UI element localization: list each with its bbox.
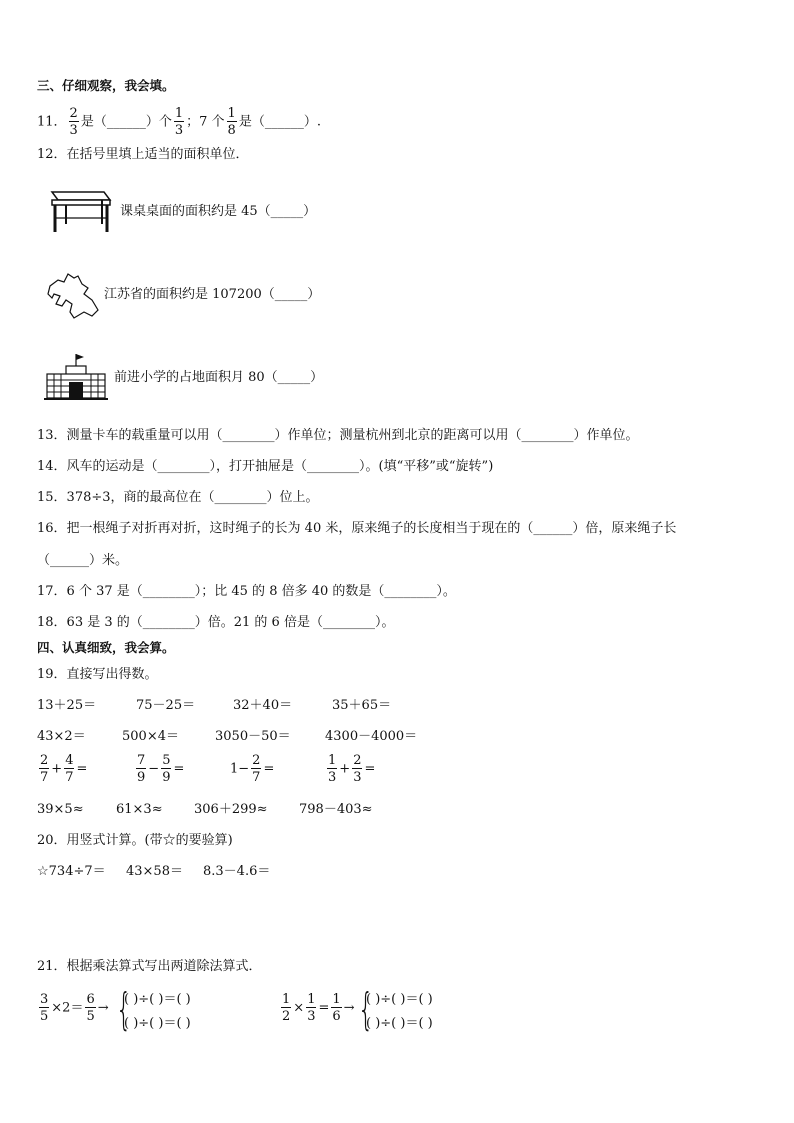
q11-number: 11． [37,114,67,130]
question-18: 18．63 是 3 的（________）倍。21 的 6 倍是（________）。 [37,615,395,630]
q19-row-3-item: $\frac{1}{3}$ + $\frac{2}{3}$ = [328,753,376,785]
question-15: 15．378÷3，商的最高位在（________）位上。 [37,490,319,505]
q19-row-1-item: 35＋65＝ [332,698,392,713]
q19-row-1-item: 13＋25＝ [37,698,97,713]
question-21: 21．根据乘法算式写出两道除法算式． [37,959,262,974]
q11-blank-2[interactable]: 是（______）. [238,114,321,130]
question-11 [37,107,321,137]
q21-blank-3[interactable]: ( )÷( )＝( ) [366,992,433,1007]
q12-jiangsu-text: 江苏省的面积约是 107200（_____） [104,287,321,302]
q12-desk-text: 课桌桌面的面积约是 45（_____） [120,204,317,219]
fraction: $\frac{2}{3}$ [69,106,78,138]
q19-row-2-item: 3050－50＝ [215,729,291,744]
q21-blank-2[interactable]: ( )÷( )＝( ) [124,1016,191,1031]
brace: { [358,984,374,1035]
question-16-line-2: （______）米。 [37,553,129,568]
q19-row-2-item: 500×4＝ [122,729,179,744]
q19-row-1-item: 75－25＝ [136,698,196,713]
q12-school-text: 前进小学的占地面积月 80（_____） [114,370,324,385]
q20-item: 8.3－4.6＝ [203,864,271,879]
school-building-icon [44,352,108,402]
q21-equation-1: $\frac{3}{5}$ ×2＝ $\frac{6}{5}$ → [40,992,109,1024]
q19-row-3-item: $\frac{2}{7}$ + $\frac{4}{7}$ = [40,753,88,785]
question-12: 12．在括号里填上适当的面积单位． [37,147,249,162]
fraction: $\frac{1}{3}$ [174,106,184,138]
q20-item: ☆734÷7＝ [37,864,106,879]
question-13: 13．测量卡车的载重量可以用（________）作单位；测量杭州到北京的距离可以用（________）作单位。 [37,428,639,443]
question-19: 19．直接写出得数。 [37,667,158,682]
section-3-title: 三、仔细观察，我会填。 [37,78,175,93]
q19-row-4-item: 798－403≈ [299,802,373,817]
question-20: 20．用竖式计算。(带☆的要验算) [37,833,233,848]
q21-blank-4[interactable]: ( )÷( )＝( ) [366,1016,433,1031]
q19-row-4-item: 61×3≈ [116,802,163,817]
section-4-title: 四、认真细致，我会算。 [37,640,175,655]
q19-row-2-item: 4300－4000＝ [325,729,418,744]
question-17: 17．6 个 37 是（________）；比 45 的 8 倍多 40 的数是（________）。 [37,584,456,599]
question-14: 14．风车的运动是（________），打开抽屉是（________）。(填“平移”或“旋转”) [37,459,494,474]
q19-row-4-item: 306＋299≈ [194,802,268,817]
brace: { [116,984,132,1035]
q19-row-4-item: 39×5≈ [37,802,84,817]
q19-row-2-item: 43×2＝ [37,729,86,744]
q11-text: ；7 个 [186,114,225,130]
question-16-line-1: 16．把一根绳子对折再对折，这时绳子的长为 40 米，原来绳子的长度相当于现在的（______）倍，原来绳子长 [37,521,677,536]
q20-item: 43×58＝ [126,864,183,879]
jiangsu-map-icon [44,270,102,322]
q21-equation-2: $\frac{1}{2}$ × $\frac{1}{3}$ = $\frac{1}{6}$ → [282,992,355,1024]
q19-row-1-item: 32＋40＝ [233,698,293,713]
fraction: $\frac{1}{8}$ [227,106,236,138]
q11-blank-1[interactable]: 是（______）个 [80,114,172,130]
q21-blank-1[interactable]: ( )÷( )＝( ) [124,992,191,1007]
desk-icon [46,186,112,236]
q19-row-3-item: 1− $\frac{2}{7}$ = [230,753,275,785]
q19-row-3-item: $\frac{7}{9}$ − $\frac{5}{9}$ = [137,753,185,785]
